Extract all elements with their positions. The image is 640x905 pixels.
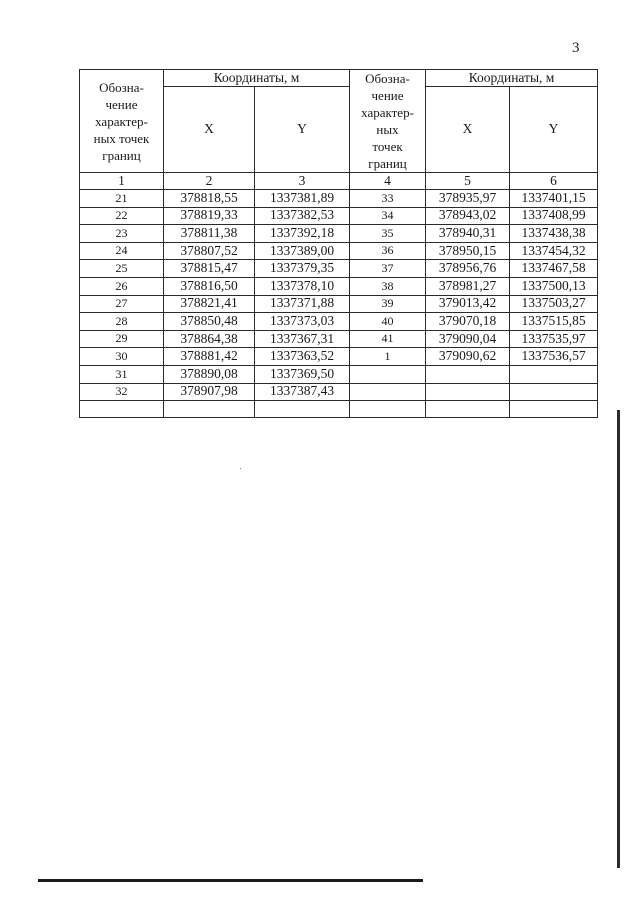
- y-value-left: 1337381,89: [255, 190, 350, 208]
- y-value-left: 1337378,10: [255, 277, 350, 295]
- header-y-right: Y: [510, 87, 598, 173]
- y-value-left: 1337369,50: [255, 365, 350, 383]
- point-id-right: [350, 401, 426, 418]
- point-id-right: 33: [350, 190, 426, 208]
- y-value-left: 1337363,52: [255, 348, 350, 366]
- header-point-designation-right: Обозна- чение характер- ных точек границ: [350, 70, 426, 173]
- y-value-left: 1337389,00: [255, 242, 350, 260]
- x-value-left: [164, 401, 255, 418]
- coordinates-table: [79, 69, 598, 418]
- x-value-right: 378950,15: [426, 242, 510, 260]
- x-value-left: 378907,98: [164, 383, 255, 401]
- point-id-left: 26: [80, 277, 164, 295]
- header-y-left: Y: [255, 87, 350, 173]
- point-id-right: 35: [350, 225, 426, 243]
- point-id-left: 21: [80, 190, 164, 208]
- x-value-left: 378811,38: [164, 225, 255, 243]
- scan-edge-line: [617, 410, 620, 868]
- x-value-right: 379090,04: [426, 330, 510, 348]
- scan-bottom-line: [38, 879, 423, 882]
- header-point-designation-left: Обозна- чение характер- ных точек границ: [80, 70, 164, 173]
- point-id-right: 39: [350, 295, 426, 313]
- header-x-left: X: [164, 87, 255, 173]
- header-x-right: X: [426, 87, 510, 173]
- point-id-left: 24: [80, 242, 164, 260]
- point-id-left: 25: [80, 260, 164, 278]
- y-value-right: 1337408,99: [510, 207, 598, 225]
- point-id-right: 40: [350, 313, 426, 331]
- table-row: [80, 401, 598, 418]
- x-value-left: 378881,42: [164, 348, 255, 366]
- x-value-right: [426, 365, 510, 383]
- x-value-left: 378819,33: [164, 207, 255, 225]
- table-row: [80, 277, 598, 295]
- column-number: 4: [350, 173, 426, 190]
- x-value-right: 379070,18: [426, 313, 510, 331]
- y-value-right: 1337454,32: [510, 242, 598, 260]
- x-value-right: 379013,42: [426, 295, 510, 313]
- point-id-left: 31: [80, 365, 164, 383]
- x-value-left: 378816,50: [164, 277, 255, 295]
- y-value-left: 1337371,88: [255, 295, 350, 313]
- point-id-right: 41: [350, 330, 426, 348]
- y-value-left: 1337382,53: [255, 207, 350, 225]
- page-number: 3: [572, 40, 580, 56]
- y-value-right: 1337500,13: [510, 277, 598, 295]
- y-value-left: 1337392,18: [255, 225, 350, 243]
- table-body: [80, 190, 598, 418]
- x-value-right: 378956,76: [426, 260, 510, 278]
- y-value-left: 1337367,31: [255, 330, 350, 348]
- x-value-left: 378864,38: [164, 330, 255, 348]
- point-id-right: 34: [350, 207, 426, 225]
- x-value-left: 378890,08: [164, 365, 255, 383]
- x-value-left: 378818,55: [164, 190, 255, 208]
- x-value-left: 378815,47: [164, 260, 255, 278]
- column-number: 6: [510, 173, 598, 190]
- y-value-left: [255, 401, 350, 418]
- column-number-row: [80, 173, 598, 190]
- point-id-right: 1: [350, 348, 426, 366]
- y-value-right: [510, 401, 598, 418]
- y-value-right: 1337467,58: [510, 260, 598, 278]
- x-value-right: 379090,62: [426, 348, 510, 366]
- y-value-right: 1337401,15: [510, 190, 598, 208]
- scan-speck: [240, 468, 241, 469]
- table-row: [80, 365, 598, 383]
- point-id-left: 28: [80, 313, 164, 331]
- table-row: [80, 225, 598, 243]
- x-value-left: 378807,52: [164, 242, 255, 260]
- table-row: [80, 190, 598, 208]
- table-row: [80, 313, 598, 331]
- y-value-right: 1337535,97: [510, 330, 598, 348]
- column-number: 1: [80, 173, 164, 190]
- y-value-right: 1337503,27: [510, 295, 598, 313]
- x-value-right: [426, 383, 510, 401]
- header-coordinates-right: Координаты, м: [426, 70, 598, 87]
- table-row: [80, 330, 598, 348]
- y-value-right: 1337515,85: [510, 313, 598, 331]
- point-id-left: 32: [80, 383, 164, 401]
- table-row: [80, 383, 598, 401]
- x-value-right: 378940,31: [426, 225, 510, 243]
- table-row: [80, 207, 598, 225]
- x-value-left: 378850,48: [164, 313, 255, 331]
- point-id-left: 22: [80, 207, 164, 225]
- table-row: [80, 295, 598, 313]
- point-id-right: 37: [350, 260, 426, 278]
- y-value-left: 1337387,43: [255, 383, 350, 401]
- y-value-left: 1337373,03: [255, 313, 350, 331]
- column-number: 2: [164, 173, 255, 190]
- y-value-right: [510, 365, 598, 383]
- y-value-right: [510, 383, 598, 401]
- x-value-right: 378943,02: [426, 207, 510, 225]
- y-value-right: 1337536,57: [510, 348, 598, 366]
- point-id-left: 23: [80, 225, 164, 243]
- header-coordinates-left: Координаты, м: [164, 70, 350, 87]
- x-value-right: 378935,97: [426, 190, 510, 208]
- table-row: [80, 260, 598, 278]
- x-value-right: 378981,27: [426, 277, 510, 295]
- point-id-right: 38: [350, 277, 426, 295]
- point-id-left: 27: [80, 295, 164, 313]
- x-value-left: 378821,41: [164, 295, 255, 313]
- y-value-left: 1337379,35: [255, 260, 350, 278]
- y-value-right: 1337438,38: [510, 225, 598, 243]
- column-number: 3: [255, 173, 350, 190]
- point-id-right: [350, 365, 426, 383]
- point-id-left: [80, 401, 164, 418]
- point-id-right: 36: [350, 242, 426, 260]
- x-value-right: [426, 401, 510, 418]
- table-row: [80, 348, 598, 366]
- column-number: 5: [426, 173, 510, 190]
- table-row: [80, 242, 598, 260]
- point-id-left: 29: [80, 330, 164, 348]
- point-id-right: [350, 383, 426, 401]
- point-id-left: 30: [80, 348, 164, 366]
